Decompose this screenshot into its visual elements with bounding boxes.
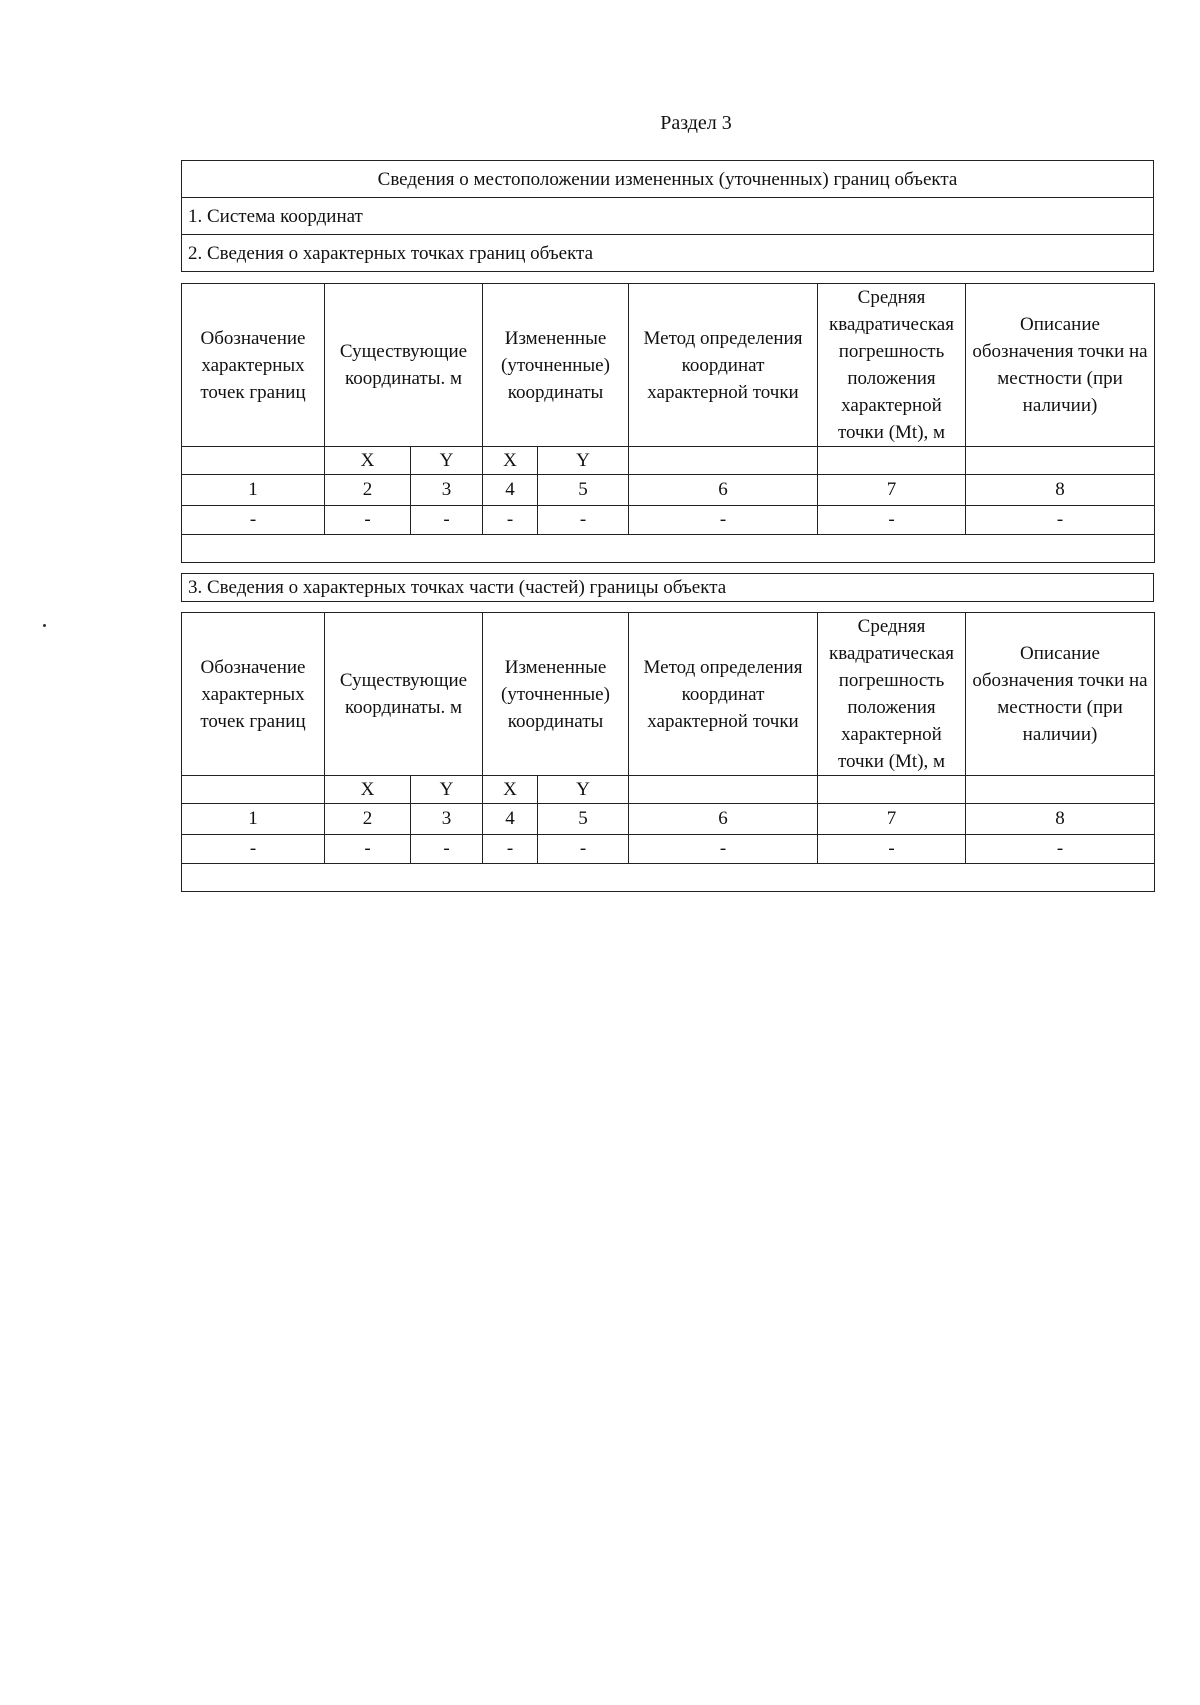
empty-cell: -: [411, 506, 483, 535]
empty-cell: -: [483, 835, 538, 864]
empty-cell: -: [818, 506, 966, 535]
header-mean-error: Средняя квадратическая погрешность положения характерной точки (Mt), м: [818, 613, 966, 776]
coordinate-system-row: 1. Система координат: [182, 198, 1154, 235]
empty-cell: -: [483, 506, 538, 535]
header-existing-coordinates: Существующие координаты. м: [325, 284, 483, 447]
column-number: 3: [411, 804, 483, 835]
subheader-x-changed: X: [483, 447, 538, 475]
empty-cell: -: [966, 506, 1155, 535]
table-row: [182, 835, 1155, 864]
header-mean-error: Средняя квадратическая погрешность положения характерной точки (Mt), м: [818, 284, 966, 447]
column-number: 5: [538, 475, 629, 506]
column-number: 6: [629, 804, 818, 835]
blank-row: [182, 535, 1155, 563]
subheader-row: [182, 447, 1155, 475]
header-method: Метод определения координат характерной точки: [629, 613, 818, 776]
header-changed-coordinates: Измененные (уточненные) координаты: [483, 613, 629, 776]
column-number: 3: [411, 475, 483, 506]
part-boundary-heading: 3. Сведения о характерных точках части (частей) границы объекта: [182, 574, 1154, 602]
empty-cell: -: [629, 506, 818, 535]
column-number-row: [182, 804, 1155, 835]
column-number: 6: [629, 475, 818, 506]
table-row: [182, 506, 1155, 535]
empty-cell: -: [182, 835, 325, 864]
header-description: Описание обозначения точки на местности (при наличии): [966, 613, 1155, 776]
column-number: 4: [483, 804, 538, 835]
header-description: Описание обозначения точки на местности (при наличии): [966, 284, 1155, 447]
subheader-x-existing: X: [325, 447, 411, 475]
column-number: 1: [182, 475, 325, 506]
column-number: 2: [325, 475, 411, 506]
empty-cell: -: [325, 506, 411, 535]
part-boundary-points-table: [181, 612, 1155, 892]
subheader-row: [182, 776, 1155, 804]
subheader-y-existing: Y: [411, 776, 483, 804]
info-heading: Сведения о местоположении измененных (уточненных) границ объекта: [182, 161, 1154, 198]
subheader-y-changed: Y: [538, 776, 629, 804]
boundary-points-row: 2. Сведения о характерных точках границ объекта: [182, 235, 1154, 272]
column-number: 1: [182, 804, 325, 835]
column-number: 7: [818, 804, 966, 835]
subheader-x-changed: X: [483, 776, 538, 804]
column-number: 5: [538, 804, 629, 835]
empty-cell: -: [818, 835, 966, 864]
empty-cell: -: [538, 835, 629, 864]
header-point-designation: Обозначение характерных точек границ: [182, 613, 325, 776]
column-number: 2: [325, 804, 411, 835]
subheader-y-existing: Y: [411, 447, 483, 475]
empty-cell: -: [325, 835, 411, 864]
subheader-y-changed: Y: [538, 447, 629, 475]
stray-mark: [43, 624, 46, 627]
column-number: 8: [966, 804, 1155, 835]
column-number-row: [182, 475, 1155, 506]
subheader-x-existing: X: [325, 776, 411, 804]
info-table: [181, 160, 1154, 272]
section-title: Раздел 3: [660, 112, 732, 134]
header-existing-coordinates: Существующие координаты. м: [325, 613, 483, 776]
header-point-designation: Обозначение характерных точек границ: [182, 284, 325, 447]
header-changed-coordinates: Измененные (уточненные) координаты: [483, 284, 629, 447]
empty-cell: -: [182, 506, 325, 535]
empty-cell: -: [538, 506, 629, 535]
empty-cell: -: [411, 835, 483, 864]
boundary-points-table: [181, 283, 1155, 563]
column-number: 4: [483, 475, 538, 506]
blank-row: [182, 864, 1155, 892]
part-boundary-heading-box: [181, 573, 1154, 602]
column-number: 8: [966, 475, 1155, 506]
column-number: 7: [818, 475, 966, 506]
empty-cell: -: [966, 835, 1155, 864]
empty-cell: -: [629, 835, 818, 864]
header-method: Метод определения координат характерной точки: [629, 284, 818, 447]
